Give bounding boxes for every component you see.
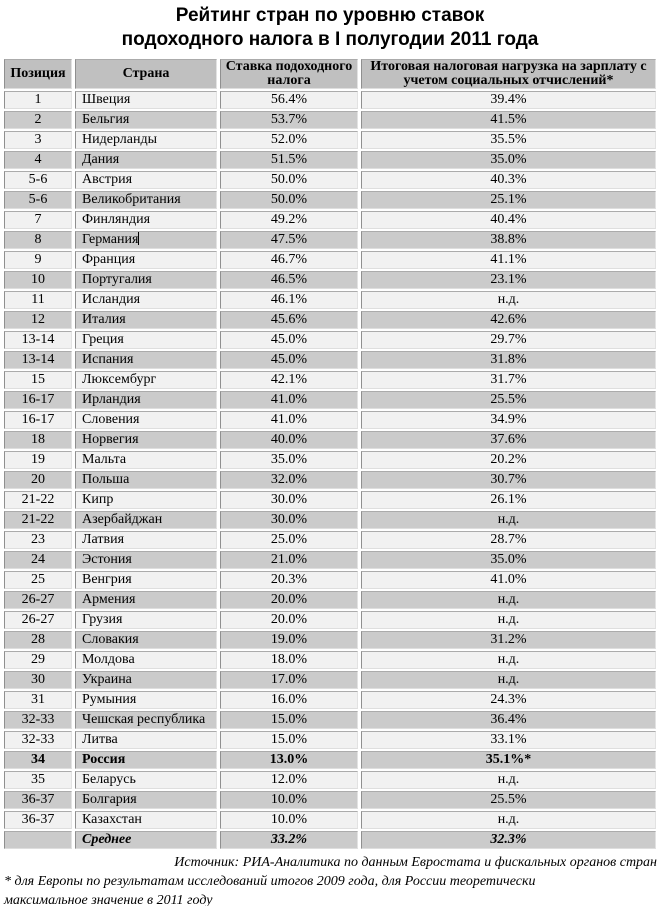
cell-rate: 45.0%	[220, 331, 358, 349]
cell-burden: н.д.	[361, 671, 656, 689]
cell-burden: н.д.	[361, 651, 656, 669]
cell-burden: 40.4%	[361, 211, 656, 229]
cell-country	[75, 771, 217, 789]
cell-country	[75, 791, 217, 809]
cell-position: 30	[4, 671, 72, 689]
cell-country	[75, 711, 217, 729]
table-row	[4, 711, 656, 729]
country-label: Болгария	[82, 792, 137, 807]
cell-country	[75, 831, 217, 849]
cell-position: 24	[4, 551, 72, 569]
cell-position: 11	[4, 291, 72, 309]
table-row	[4, 431, 656, 449]
cell-rate: 12.0%	[220, 771, 358, 789]
cell-burden: н.д.	[361, 811, 656, 829]
cell-rate: 20.0%	[220, 611, 358, 629]
country-label: Латвия	[82, 532, 125, 547]
cell-country	[75, 651, 217, 669]
cell-rate: 46.1%	[220, 291, 358, 309]
cell-country	[75, 371, 217, 389]
cell-rate: 13.0%	[220, 751, 358, 769]
country-label: Исландия	[82, 292, 141, 307]
cell-burden: н.д.	[361, 611, 656, 629]
cell-rate: 17.0%	[220, 671, 358, 689]
country-label: Эстония	[82, 552, 132, 567]
cell-burden: 25.5%	[361, 391, 656, 409]
cell-position: 20	[4, 471, 72, 489]
table-row	[4, 451, 656, 469]
cell-country	[75, 211, 217, 229]
cell-position: 23	[4, 531, 72, 549]
cell-position: 12	[4, 311, 72, 329]
cell-country	[75, 751, 217, 769]
cell-position: 2	[4, 111, 72, 129]
cell-country	[75, 611, 217, 629]
table-row	[4, 551, 656, 569]
table-row	[4, 471, 656, 489]
footnote: * для Европы по результатам исследований итогов 2009 года, для России теоретически максимальное значение в 2011 году	[4, 874, 536, 906]
country-label: Ирландия	[82, 392, 141, 407]
cell-country	[75, 571, 217, 589]
cell-burden: 41.5%	[361, 111, 656, 129]
table-row	[4, 491, 656, 509]
country-label: Азербайджан	[82, 512, 163, 527]
cell-country	[75, 491, 217, 509]
page-title	[0, 0, 660, 57]
table-row	[4, 371, 656, 389]
cell-rate: 20.0%	[220, 591, 358, 609]
cell-position: 21-22	[4, 491, 72, 509]
table-row	[4, 271, 656, 289]
cell-burden: 25.1%	[361, 191, 656, 209]
table-row	[4, 811, 656, 829]
country-label: Казахстан	[82, 812, 142, 827]
cell-country	[75, 531, 217, 549]
country-label: Швеция	[82, 92, 131, 107]
cell-rate: 50.0%	[220, 171, 358, 189]
country-label: Нидерланды	[82, 132, 157, 147]
cell-rate: 10.0%	[220, 811, 358, 829]
cell-position: 15	[4, 371, 72, 389]
cell-country	[75, 191, 217, 209]
table-row	[4, 91, 656, 109]
table-row	[4, 531, 656, 549]
table-row	[4, 791, 656, 809]
country-label: Румыния	[82, 692, 137, 707]
table-row	[4, 231, 656, 249]
country-label: Молдова	[82, 652, 135, 667]
cell-burden: 31.8%	[361, 351, 656, 369]
cell-burden: 32.3%	[361, 831, 656, 849]
cell-burden: н.д.	[361, 291, 656, 309]
cell-country	[75, 271, 217, 289]
country-label: Италия	[82, 312, 126, 327]
cell-position: 21-22	[4, 511, 72, 529]
table-row	[4, 571, 656, 589]
summary-row	[4, 831, 656, 849]
cell-burden: 39.4%	[361, 91, 656, 109]
cell-country	[75, 671, 217, 689]
cell-burden: 23.1%	[361, 271, 656, 289]
cell-rate: 20.3%	[220, 571, 358, 589]
column-header-country: Страна	[75, 59, 217, 89]
cell-position: 34	[4, 751, 72, 769]
cell-position: 29	[4, 651, 72, 669]
table-body	[4, 91, 656, 849]
country-label: Испания	[82, 352, 134, 367]
country-label: Дания	[82, 152, 120, 167]
cell-rate: 46.5%	[220, 271, 358, 289]
cell-rate: 19.0%	[220, 631, 358, 649]
page-title-line1: Рейтинг стран по уровню ставок	[175, 5, 485, 26]
column-header-position: Позиция	[4, 59, 72, 89]
country-label: Греция	[82, 332, 124, 347]
cell-position: 31	[4, 691, 72, 709]
cell-rate: 40.0%	[220, 431, 358, 449]
table-row	[4, 671, 656, 689]
table-row	[4, 631, 656, 649]
cell-rate: 16.0%	[220, 691, 358, 709]
cell-position: 19	[4, 451, 72, 469]
cell-burden: 41.0%	[361, 571, 656, 589]
cell-country	[75, 391, 217, 409]
cell-position: 7	[4, 211, 72, 229]
country-label: Мальта	[82, 452, 127, 467]
table-row	[4, 131, 656, 149]
cell-burden: 41.1%	[361, 251, 656, 269]
country-label: Франция	[82, 252, 136, 267]
cell-rate: 25.0%	[220, 531, 358, 549]
cell-country	[75, 511, 217, 529]
cell-rate: 45.0%	[220, 351, 358, 369]
cell-position: 25	[4, 571, 72, 589]
country-label: Литва	[82, 732, 118, 747]
cell-burden: 35.0%	[361, 151, 656, 169]
cell-burden: н.д.	[361, 771, 656, 789]
cell-burden: 36.4%	[361, 711, 656, 729]
table-row	[4, 591, 656, 609]
cell-burden: 31.7%	[361, 371, 656, 389]
cell-rate: 47.5%	[220, 231, 358, 249]
page-title-line2: подоходного налога в I полугодии 2011 года	[121, 29, 539, 50]
cell-burden: 35.5%	[361, 131, 656, 149]
cell-rate: 50.0%	[220, 191, 358, 209]
cell-country	[75, 471, 217, 489]
cell-position: 32-33	[4, 711, 72, 729]
cell-position: 36-37	[4, 811, 72, 829]
cell-position: 26-27	[4, 611, 72, 629]
column-header-rate: Ставка подоходного налога	[220, 59, 358, 89]
cell-burden: 20.2%	[361, 451, 656, 469]
cell-position	[4, 831, 72, 849]
country-label: Словения	[82, 412, 140, 427]
cell-country	[75, 731, 217, 749]
country-label: Норвегия	[82, 432, 139, 447]
table-row	[4, 511, 656, 529]
table-row	[4, 291, 656, 309]
cell-burden: 35.0%	[361, 551, 656, 569]
country-label: Армения	[82, 592, 136, 607]
table-row	[4, 691, 656, 709]
cell-country	[75, 311, 217, 329]
country-label: Среднее	[82, 832, 132, 847]
cell-rate: 42.1%	[220, 371, 358, 389]
cell-burden: н.д.	[361, 591, 656, 609]
cell-rate: 21.0%	[220, 551, 358, 569]
cell-country	[75, 411, 217, 429]
cell-burden: 35.1%*	[361, 751, 656, 769]
table-row	[4, 651, 656, 669]
table-row	[4, 331, 656, 349]
table-row	[4, 211, 656, 229]
cell-rate: 15.0%	[220, 731, 358, 749]
cell-position: 9	[4, 251, 72, 269]
cell-rate: 33.2%	[220, 831, 358, 849]
table-row	[4, 151, 656, 169]
cell-burden: 34.9%	[361, 411, 656, 429]
country-label: Венгрия	[82, 572, 132, 587]
cell-burden: 38.8%	[361, 231, 656, 249]
cell-position: 5-6	[4, 191, 72, 209]
cell-position: 35	[4, 771, 72, 789]
footer	[0, 853, 660, 906]
cell-position: 8	[4, 231, 72, 249]
cell-burden: 26.1%	[361, 491, 656, 509]
cell-position: 3	[4, 131, 72, 149]
table-row	[4, 311, 656, 329]
country-label: Кипр	[82, 492, 114, 507]
country-label: Бельгия	[82, 112, 130, 127]
cell-position: 10	[4, 271, 72, 289]
cell-burden: 24.3%	[361, 691, 656, 709]
country-label: Словакия	[82, 632, 139, 647]
cell-rate: 10.0%	[220, 791, 358, 809]
cell-country	[75, 431, 217, 449]
country-label: Великобритания	[82, 192, 181, 207]
cell-country	[75, 591, 217, 609]
cell-position: 32-33	[4, 731, 72, 749]
cell-position: 13-14	[4, 351, 72, 369]
cell-rate: 41.0%	[220, 391, 358, 409]
cell-country	[75, 171, 217, 189]
table-row	[4, 751, 656, 769]
cell-burden: 40.3%	[361, 171, 656, 189]
source-line: Источник: РИА-Аналитика по данным Евростата и фискальных органов стран	[174, 855, 657, 870]
cell-rate: 15.0%	[220, 711, 358, 729]
cell-country	[75, 351, 217, 369]
cell-country	[75, 811, 217, 829]
table-row	[4, 411, 656, 429]
table-row	[4, 171, 656, 189]
table-row	[4, 771, 656, 789]
table-row	[4, 251, 656, 269]
cell-country	[75, 691, 217, 709]
cell-country	[75, 451, 217, 469]
cell-rate: 52.0%	[220, 131, 358, 149]
table-row	[4, 391, 656, 409]
table-row	[4, 191, 656, 209]
country-label: Россия	[82, 752, 126, 767]
cell-rate: 32.0%	[220, 471, 358, 489]
cell-country	[75, 131, 217, 149]
cell-position: 36-37	[4, 791, 72, 809]
country-label: Беларусь	[82, 772, 136, 787]
cell-burden: 31.2%	[361, 631, 656, 649]
cell-rate: 51.5%	[220, 151, 358, 169]
cell-country	[75, 151, 217, 169]
cell-burden: 29.7%	[361, 331, 656, 349]
cell-rate: 35.0%	[220, 451, 358, 469]
cell-position: 18	[4, 431, 72, 449]
column-header-burden: Итоговая налоговая нагрузка на зарплату с учетом социальных отчислений*	[361, 59, 656, 89]
cell-rate: 45.6%	[220, 311, 358, 329]
cell-country	[75, 231, 217, 249]
table-row	[4, 611, 656, 629]
cell-burden: н.д.	[361, 511, 656, 529]
cell-rate: 18.0%	[220, 651, 358, 669]
country-label: Австрия	[82, 172, 133, 187]
header-row	[4, 59, 656, 89]
cell-burden: 33.1%	[361, 731, 656, 749]
cell-position: 4	[4, 151, 72, 169]
country-label: Финляндия	[82, 212, 151, 227]
cell-rate: 46.7%	[220, 251, 358, 269]
cell-position: 13-14	[4, 331, 72, 349]
cell-rate: 30.0%	[220, 511, 358, 529]
cell-position: 16-17	[4, 391, 72, 409]
country-label: Грузия	[82, 612, 123, 627]
text-cursor	[138, 232, 139, 245]
cell-position: 16-17	[4, 411, 72, 429]
cell-position: 5-6	[4, 171, 72, 189]
country-label: Германия	[82, 232, 139, 247]
tax-rating-table	[1, 57, 659, 851]
cell-rate: 49.2%	[220, 211, 358, 229]
cell-rate: 53.7%	[220, 111, 358, 129]
country-label: Люксембург	[82, 372, 157, 387]
cell-burden: 28.7%	[361, 531, 656, 549]
cell-country	[75, 551, 217, 569]
cell-rate: 56.4%	[220, 91, 358, 109]
cell-burden: 30.7%	[361, 471, 656, 489]
cell-country	[75, 91, 217, 109]
table-row	[4, 111, 656, 129]
cell-burden: 37.6%	[361, 431, 656, 449]
cell-rate: 41.0%	[220, 411, 358, 429]
cell-country	[75, 631, 217, 649]
cell-position: 28	[4, 631, 72, 649]
table-row	[4, 351, 656, 369]
cell-country	[75, 251, 217, 269]
cell-rate: 30.0%	[220, 491, 358, 509]
cell-country	[75, 111, 217, 129]
cell-position: 1	[4, 91, 72, 109]
cell-country	[75, 291, 217, 309]
country-label: Польша	[82, 472, 130, 487]
cell-burden: 42.6%	[361, 311, 656, 329]
cell-position: 26-27	[4, 591, 72, 609]
country-label: Португалия	[82, 272, 152, 287]
country-label: Чешская республика	[82, 712, 206, 727]
table-row	[4, 731, 656, 749]
country-label: Украина	[82, 672, 132, 687]
cell-burden: 25.5%	[361, 791, 656, 809]
cell-country	[75, 331, 217, 349]
